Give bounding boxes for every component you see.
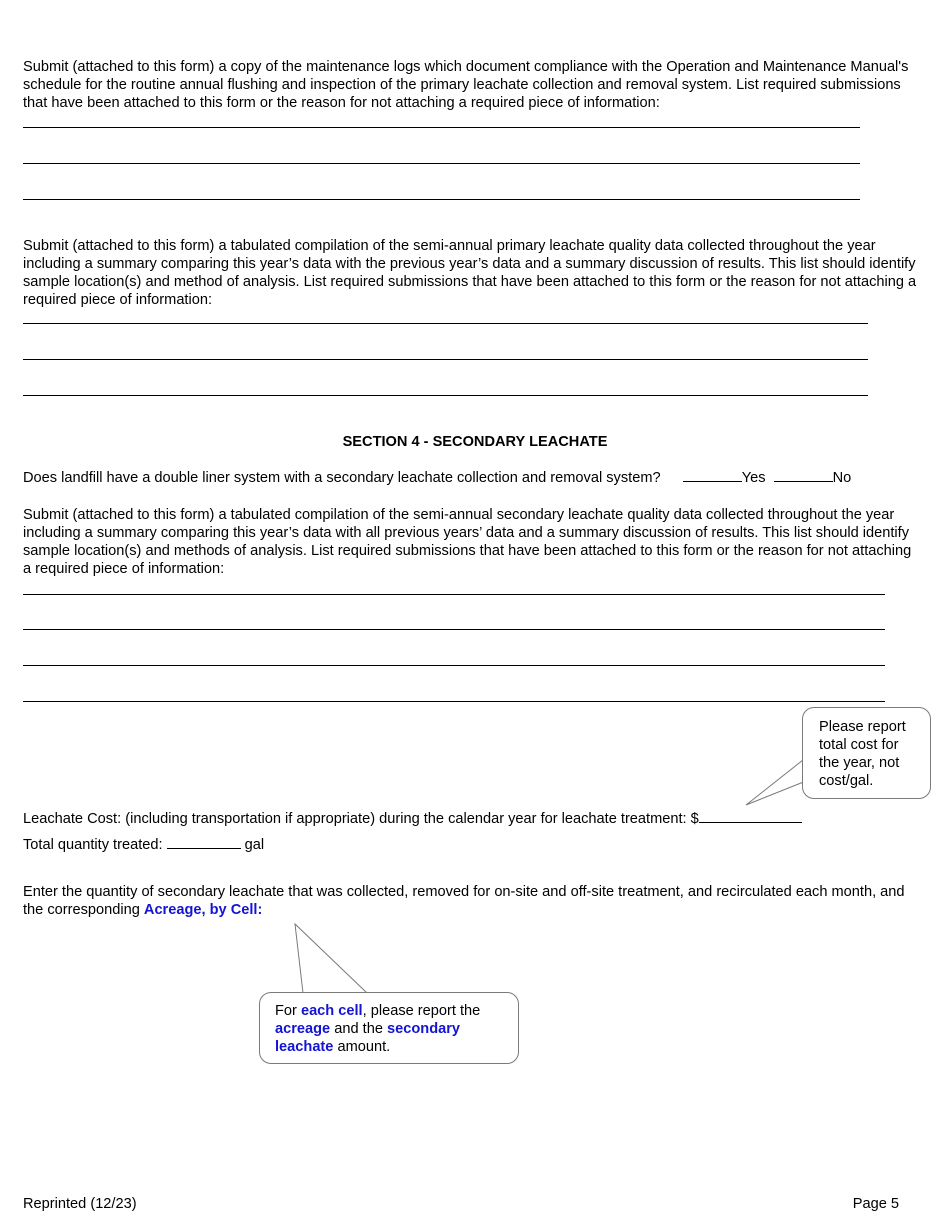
maintenance-response-line-1[interactable] xyxy=(23,127,860,128)
maintenance-logs-text: Submit (attached to this form) a copy of the maintenance logs which document compliance with the Operation and Maintenance Manual's schedule for the routine annual flushing and inspection of the primary leachate collection and removal system. List required submissions that have been attached to this form or the reason for not attaching a required piece of information: xyxy=(23,59,909,111)
no-label: No xyxy=(832,470,852,486)
quantity-text: Enter the quantity of secondary leachate that was collected, removed for on-site and off-site treatment, and recirculated each month, and the corresponding xyxy=(23,884,905,918)
double-liner-question-row xyxy=(23,469,923,487)
acreage-by-cell-highlight: Acreage, by Cell: xyxy=(143,902,263,918)
cell-callout-acreage: acreage xyxy=(275,1021,331,1037)
yes-blank[interactable] xyxy=(683,469,742,482)
yes-label: Yes xyxy=(741,470,766,486)
cell-callout-each-cell: each cell xyxy=(300,1003,363,1019)
cell-callout-secondary-leachate: secondary leachate xyxy=(275,1021,461,1055)
section-4-heading: SECTION 4 - SECONDARY LEACHATE xyxy=(342,434,608,450)
primary-quality-instructions xyxy=(23,237,918,309)
cell-callout-text-4: amount. xyxy=(337,1039,391,1055)
cell-callout-text-3: and the xyxy=(334,1021,383,1037)
secondary-response-line-2[interactable] xyxy=(23,629,885,630)
cell-callout-text-2: , please report the xyxy=(362,1003,481,1019)
total-quantity-label: Total quantity treated: xyxy=(23,837,163,853)
footer-reprinted: Reprinted (12/23) xyxy=(23,1196,137,1212)
maintenance-logs-instructions xyxy=(23,58,918,112)
double-liner-question: Does landfill have a double liner system with a secondary leachate collection and removal system? xyxy=(23,470,661,486)
secondary-quality-instructions xyxy=(23,506,918,578)
leachate-cost-row xyxy=(23,810,933,828)
secondary-response-line-3[interactable] xyxy=(23,665,885,666)
cost-callout-text: Please report total cost for the year, not cost/gal. xyxy=(819,719,906,789)
leachate-cost-input[interactable] xyxy=(699,810,802,823)
secondary-response-line-4[interactable] xyxy=(23,701,885,702)
primary-quality-text: Submit (attached to this form) a tabulated compilation of the semi-annual primary leachate quality data collected throughout the year including a summary comparing this year’s data with the previous year’s data and a summary discussion of results. This list should identify sample location(s) and method of analysis. List required submissions that have been attached to this form or the reason for not attaching a required piece of information: xyxy=(23,238,917,308)
cost-callout xyxy=(802,707,931,799)
leachate-cost-label: Leachate Cost: (including transportation if appropriate) during the calendar year for leachate treatment: $ xyxy=(23,811,699,827)
secondary-quality-text: Submit (attached to this form) a tabulated compilation of the semi-annual secondary leachate quality data collected throughout the year including a summary comparing this year’s data with all previous years’ data and a summary discussion of results. This list should identify sample location(s) and methods of analysis. List required submissions that have been attached to this form or the reason for not attaching a required piece of information: xyxy=(23,507,912,577)
quantity-text-paragraph xyxy=(23,883,918,919)
primary-response-line-3[interactable] xyxy=(23,395,868,396)
primary-response-line-1[interactable] xyxy=(23,323,868,324)
primary-response-line-2[interactable] xyxy=(23,359,868,360)
total-quantity-unit: gal xyxy=(244,837,265,853)
cell-callout xyxy=(259,992,519,1064)
no-blank[interactable] xyxy=(774,469,833,482)
footer-page-number: Page 5 xyxy=(852,1196,899,1212)
cell-callout-text-1: For xyxy=(275,1003,297,1019)
maintenance-response-line-2[interactable] xyxy=(23,163,860,164)
total-quantity-input[interactable] xyxy=(167,836,241,849)
secondary-response-line-1[interactable] xyxy=(23,594,885,595)
quantity-instructions xyxy=(23,883,918,919)
maintenance-response-line-3[interactable] xyxy=(23,199,860,200)
total-quantity-row xyxy=(23,836,918,854)
